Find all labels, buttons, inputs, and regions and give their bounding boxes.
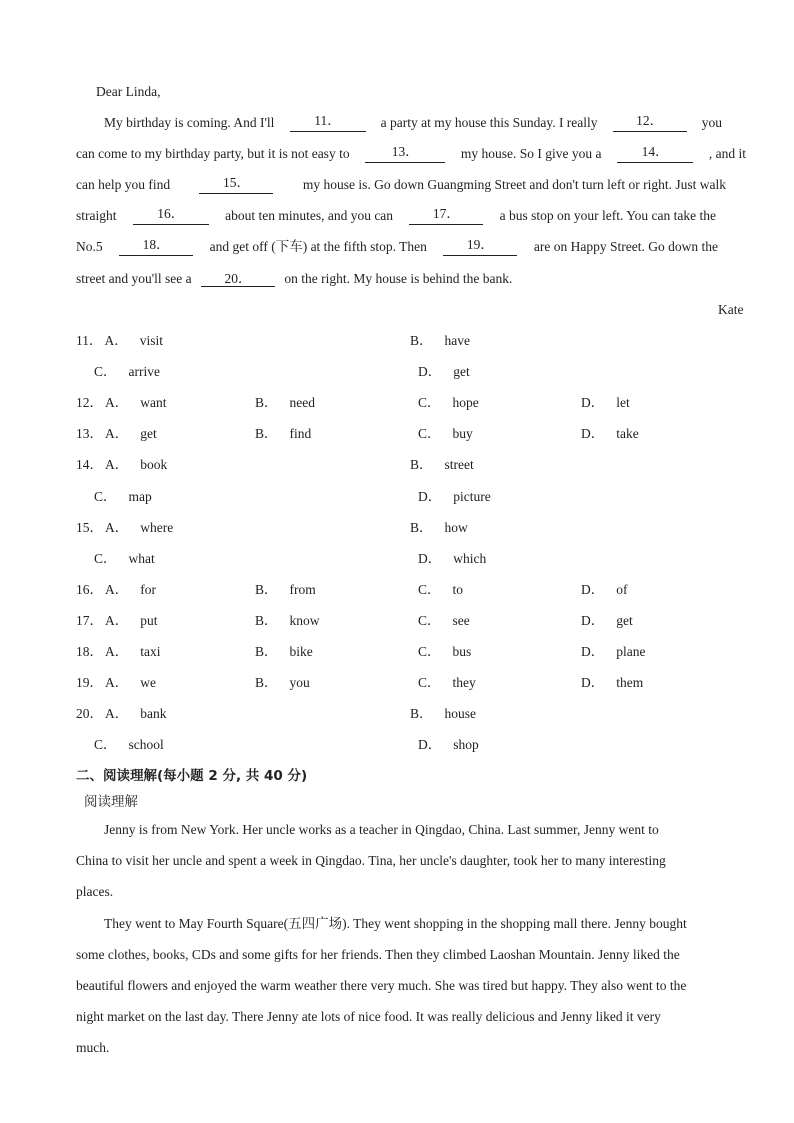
question-option[interactable] bbox=[418, 363, 470, 381]
option-text: plane bbox=[616, 644, 646, 659]
option-letter: B． bbox=[410, 706, 433, 722]
question-number: 16． bbox=[76, 581, 103, 597]
option-text: put bbox=[140, 612, 158, 628]
option-text: bus bbox=[452, 644, 472, 659]
option-text: they bbox=[452, 675, 476, 691]
question-option[interactable] bbox=[255, 425, 311, 443]
option-letter: C． bbox=[418, 581, 441, 597]
option-text: taxi bbox=[140, 644, 161, 659]
option-letter: D． bbox=[418, 488, 442, 504]
letter-signature: Kate bbox=[718, 302, 744, 317]
question-number: 13． bbox=[76, 426, 103, 442]
question-option[interactable] bbox=[581, 425, 639, 443]
option-text: for bbox=[140, 581, 156, 597]
section-title: 二、阅读理解(每小题 2 分, 共 40 分) bbox=[76, 768, 308, 784]
question-option[interactable] bbox=[94, 488, 152, 506]
option-text: shop bbox=[453, 737, 479, 753]
option-text: how bbox=[444, 519, 468, 535]
question-option[interactable] bbox=[410, 519, 468, 537]
question-option[interactable] bbox=[94, 736, 164, 754]
question-number: 20． bbox=[76, 706, 103, 722]
passage-line: Jenny is from New York. Her uncle works as a teacher in Qingdao, China. Last summer, Jenny went to bbox=[104, 822, 659, 837]
question-option[interactable] bbox=[410, 332, 470, 350]
option-text: street bbox=[444, 457, 474, 473]
option-letter: B． bbox=[410, 333, 433, 348]
question-option[interactable] bbox=[581, 394, 630, 412]
option-text: which bbox=[453, 550, 487, 566]
option-letter: A． bbox=[105, 581, 129, 597]
option-text: get bbox=[453, 364, 470, 380]
question-option[interactable] bbox=[410, 456, 474, 474]
question-option[interactable] bbox=[76, 425, 157, 443]
passage-line: beautiful flowers and enjoyed the warm weather there very much. She was tired but happy. They also went to the bbox=[76, 978, 687, 993]
blank-13[interactable]: 13． bbox=[365, 145, 445, 163]
option-text: let bbox=[616, 395, 630, 411]
option-letter: B． bbox=[410, 457, 433, 473]
option-text: house bbox=[444, 706, 477, 722]
question-number: 12． bbox=[76, 395, 103, 411]
option-letter: D． bbox=[418, 550, 442, 566]
passage-line: much. bbox=[76, 1040, 110, 1055]
option-letter: A． bbox=[105, 706, 129, 722]
question-option[interactable] bbox=[581, 581, 628, 599]
question-option[interactable] bbox=[418, 736, 479, 754]
blank-15[interactable]: 15． bbox=[199, 176, 273, 194]
option-text: of bbox=[616, 581, 628, 597]
question-option[interactable] bbox=[255, 581, 316, 599]
blank-17[interactable]: 17． bbox=[409, 207, 483, 225]
option-letter: D． bbox=[581, 612, 605, 628]
question-option[interactable] bbox=[76, 612, 158, 630]
option-text: bank bbox=[140, 706, 167, 722]
option-text: have bbox=[444, 333, 470, 348]
option-text: book bbox=[140, 457, 168, 473]
letter-line-5: No.5 18． and get off (下车) at the fifth stop. Then 19． are on Happy Street. Go down the bbox=[76, 237, 718, 254]
option-letter: A． bbox=[105, 612, 129, 628]
option-text: arrive bbox=[128, 364, 160, 380]
option-text: we bbox=[140, 675, 156, 691]
option-letter: A． bbox=[105, 675, 129, 691]
option-letter: C． bbox=[418, 612, 441, 628]
option-letter: B． bbox=[255, 612, 278, 628]
question-number: 18． bbox=[76, 644, 103, 659]
question-option[interactable] bbox=[581, 643, 646, 661]
question-option[interactable] bbox=[418, 581, 463, 599]
question-option[interactable] bbox=[418, 488, 491, 506]
option-letter: D． bbox=[581, 426, 605, 442]
option-letter: D． bbox=[581, 675, 605, 691]
question-number: 14． bbox=[76, 457, 103, 473]
option-text: you bbox=[289, 675, 310, 691]
blank-12[interactable]: 12． bbox=[613, 114, 687, 132]
question-option[interactable] bbox=[581, 612, 633, 630]
option-letter: C． bbox=[418, 426, 441, 442]
option-text: what bbox=[128, 550, 155, 566]
option-text: bike bbox=[289, 644, 313, 659]
option-text: visit bbox=[139, 333, 164, 348]
question-option[interactable] bbox=[94, 550, 155, 568]
option-text: get bbox=[616, 612, 633, 628]
option-letter: B． bbox=[410, 519, 433, 535]
option-text: picture bbox=[453, 488, 491, 504]
question-option[interactable] bbox=[94, 363, 160, 381]
question-option[interactable] bbox=[255, 674, 310, 692]
blank-18[interactable]: 18． bbox=[119, 238, 193, 256]
option-letter: B． bbox=[255, 581, 278, 597]
option-letter: D． bbox=[581, 395, 605, 411]
option-letter: B． bbox=[255, 644, 278, 659]
letter-line-3: can help you find 15． my house is. Go down Guangming Street and don't turn left or right. Just walk bbox=[76, 175, 726, 192]
question-option[interactable] bbox=[76, 394, 167, 412]
blank-19[interactable]: 19． bbox=[443, 238, 517, 256]
question-option[interactable] bbox=[76, 581, 156, 599]
question-number: 19． bbox=[76, 675, 103, 691]
option-letter: A． bbox=[105, 644, 129, 659]
option-text: where bbox=[140, 519, 174, 535]
blank-14[interactable]: 14． bbox=[617, 145, 693, 163]
question-option[interactable] bbox=[76, 705, 167, 723]
question-option[interactable] bbox=[418, 612, 470, 630]
question-option[interactable] bbox=[418, 425, 473, 443]
option-letter: A． bbox=[105, 426, 129, 442]
question-option[interactable] bbox=[410, 705, 476, 723]
option-letter: C． bbox=[94, 737, 117, 753]
option-letter: A． bbox=[105, 395, 129, 411]
passage-line: They went to May Fourth Square(五四广场). They went shopping in the shopping mall there. Jenny bought bbox=[104, 916, 687, 931]
option-text: to bbox=[452, 581, 464, 597]
question-option[interactable] bbox=[255, 612, 320, 630]
question-option[interactable] bbox=[581, 674, 643, 692]
option-text: them bbox=[616, 675, 644, 691]
option-letter: C． bbox=[418, 644, 441, 659]
passage-line: night market on the last day. There Jenny ate lots of nice food. It was really delicious and Jenny liked it very bbox=[76, 1009, 661, 1024]
option-letter: C． bbox=[418, 675, 441, 691]
question-option[interactable] bbox=[418, 674, 476, 692]
option-letter: C． bbox=[94, 550, 117, 566]
letter-line-1: My birthday is coming. And I'll 11． a party at my house this Sunday. I really 12． you bbox=[104, 113, 722, 130]
option-letter: D． bbox=[418, 737, 442, 753]
letter-line-2: can come to my birthday party, but it is not easy to 13． my house. So I give you a 14． , and it bbox=[76, 144, 746, 161]
letter-line-4: straight 16． about ten minutes, and you can 17． a bus stop on your left. You can take the bbox=[76, 206, 716, 223]
option-text: take bbox=[616, 426, 639, 442]
question-option[interactable] bbox=[76, 643, 161, 661]
option-letter: C． bbox=[418, 395, 441, 411]
option-letter: B． bbox=[255, 675, 278, 691]
option-text: map bbox=[128, 488, 152, 504]
question-number: 11． bbox=[76, 333, 103, 348]
option-letter: C． bbox=[94, 488, 117, 504]
option-letter: D． bbox=[581, 581, 605, 597]
option-text: want bbox=[140, 395, 167, 411]
option-text: see bbox=[452, 612, 470, 628]
option-text: from bbox=[289, 581, 316, 597]
question-option[interactable] bbox=[76, 674, 156, 692]
blank-11[interactable]: 11． bbox=[290, 114, 366, 132]
option-letter: D． bbox=[581, 644, 605, 659]
question-option[interactable] bbox=[76, 332, 163, 350]
question-option[interactable] bbox=[418, 394, 479, 412]
question-number: 17． bbox=[76, 612, 103, 628]
option-letter: D． bbox=[418, 364, 442, 380]
option-letter: B． bbox=[255, 426, 278, 442]
blank-20[interactable]: 20． bbox=[201, 272, 275, 287]
letter-line-6: street and you'll see a 20． on the right. My house is behind the bank. bbox=[76, 271, 513, 286]
option-text: hope bbox=[452, 395, 479, 411]
blank-16[interactable]: 16． bbox=[133, 207, 209, 225]
question-option[interactable] bbox=[418, 643, 471, 661]
passage-line: China to visit her uncle and spent a week in Qingdao. Tina, her uncle's daughter, took her to many interesting bbox=[76, 853, 666, 868]
question-option[interactable] bbox=[255, 394, 315, 412]
section-subtitle: 阅读理解 bbox=[84, 794, 138, 810]
question-option[interactable] bbox=[76, 456, 167, 474]
question-option[interactable] bbox=[418, 550, 486, 568]
option-text: school bbox=[128, 737, 164, 753]
letter-greeting: Dear Linda, bbox=[96, 84, 161, 99]
option-letter: A． bbox=[104, 333, 128, 348]
option-text: need bbox=[289, 395, 315, 411]
passage-line: places. bbox=[76, 884, 114, 899]
option-letter: B． bbox=[255, 395, 278, 411]
option-text: buy bbox=[452, 426, 473, 442]
option-text: know bbox=[289, 612, 320, 628]
option-letter: C． bbox=[94, 364, 117, 380]
question-option[interactable] bbox=[76, 519, 173, 537]
question-number: 15． bbox=[76, 519, 103, 535]
option-text: find bbox=[289, 426, 312, 442]
option-letter: A． bbox=[105, 519, 129, 535]
option-letter: A． bbox=[105, 457, 129, 473]
passage-line: some clothes, books, CDs and some gifts for her friends. Then they climbed Laoshan Mountain. Jenny liked the bbox=[76, 947, 680, 962]
option-text: get bbox=[140, 426, 157, 442]
question-option[interactable] bbox=[255, 643, 313, 661]
